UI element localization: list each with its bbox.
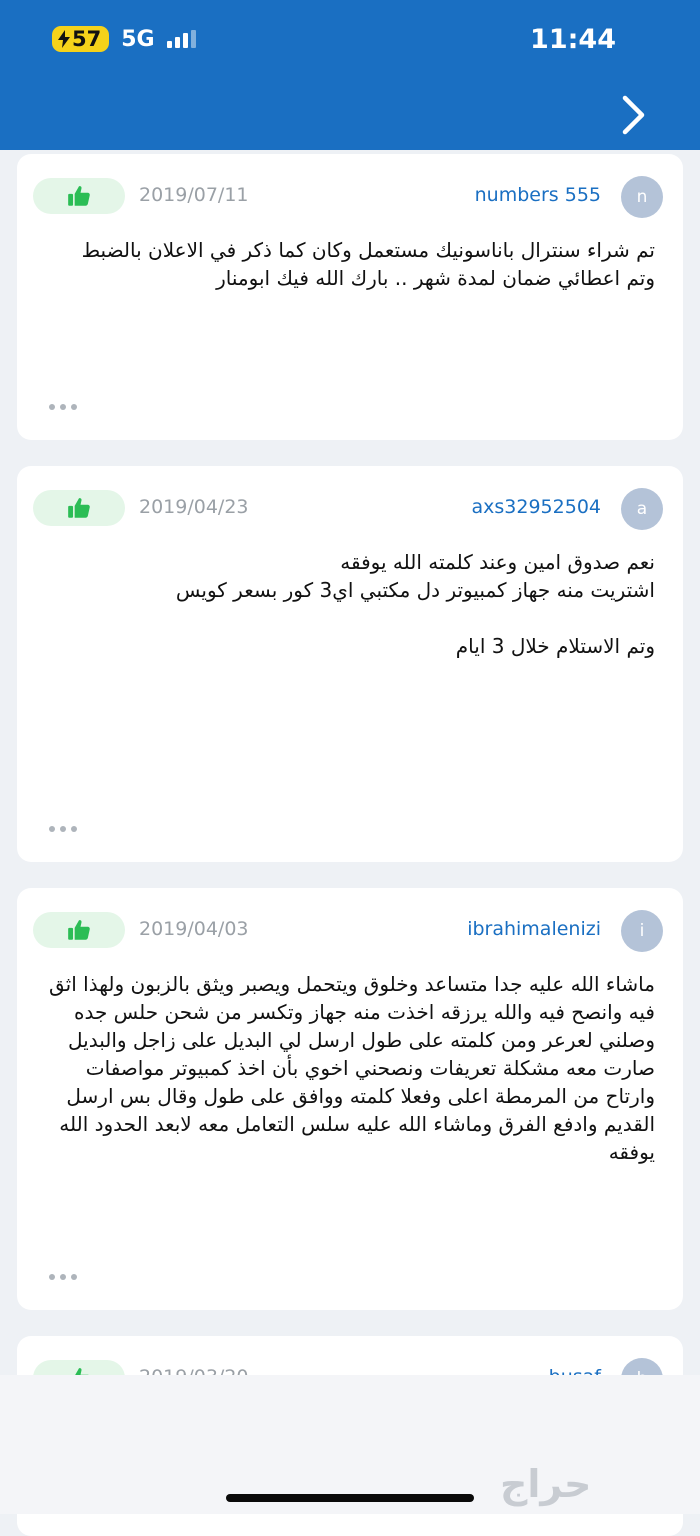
like-button[interactable] [33,912,125,948]
avatar[interactable]: a [621,488,663,530]
app-header [0,0,700,150]
signal-icon [167,30,196,48]
more-options-icon[interactable] [47,400,79,414]
thumbs-up-icon [66,183,92,209]
review-username[interactable]: axs32952504 [471,496,601,518]
review-text: تم شراء سنترال باناسونيك مستعمل وكان كما ذكر في الاعلان بالضبط وتم اعطائي ضمان لمدة شهر .. بارك الله فيك ابومنار [81,238,655,290]
home-indicator[interactable] [226,1494,474,1502]
review-text: نعم صدوق امين وعند كلمته الله يوفقه اشتريت منه جهاز كمبيوتر دل مكتبي اي3 كور بسعر كويس وتم الاستلام خلال 3 ايام [175,550,655,658]
avatar[interactable]: n [621,176,663,218]
review-date: 2019/04/23 [139,496,249,518]
clock: 11:44 [530,24,616,55]
like-button[interactable] [33,178,125,214]
status-bar-left [52,26,196,52]
avatar[interactable]: i [621,910,663,952]
review-card [17,154,683,440]
review-username[interactable]: ibrahimalenizi [467,918,601,940]
watermark-logo: حراج [500,1462,592,1506]
thumbs-up-icon [66,917,92,943]
reviews-list[interactable] [0,150,700,1375]
review-card [17,466,683,862]
more-options-icon[interactable] [47,1270,79,1284]
charging-bolt-icon [58,30,70,48]
battery-level: 57 [72,27,102,51]
more-options-icon[interactable] [47,822,79,836]
back-button[interactable] [616,92,650,138]
like-button[interactable] [33,490,125,526]
thumbs-up-icon [66,495,92,521]
chevron-right-icon [616,92,650,138]
review-card [17,888,683,1310]
battery-indicator [52,26,109,52]
network-type: 5G [121,26,155,52]
review-text: ماشاء الله عليه جدا متساعد وخلوق ويتحمل ويصبر ويثق بالزبون ولهذا اثق فيه وانصح فيه والله يرزقه اخذت منه جهاز وتكسر من شحن حلس جده وصلني لعرعر ومن كلمته على طول ارسل لي البديل على زاجل والبديل صارت معه مشكلة تعريفات ونصحني اخوي بأن اخذ كمبيوتر مواصفات وارتاح من المرمطة اعلى وفعلا كلمته ووافق على طول وقال بس ارسل القديم وادفع الفرق وماشاء الله عليه سلس التعامل معه لابعد الحدود الله يوفقه [49,972,655,1164]
review-date: 2019/04/03 [139,918,249,940]
review-date: 2019/07/11 [139,184,249,206]
review-username[interactable]: numbers 555 [474,184,601,206]
